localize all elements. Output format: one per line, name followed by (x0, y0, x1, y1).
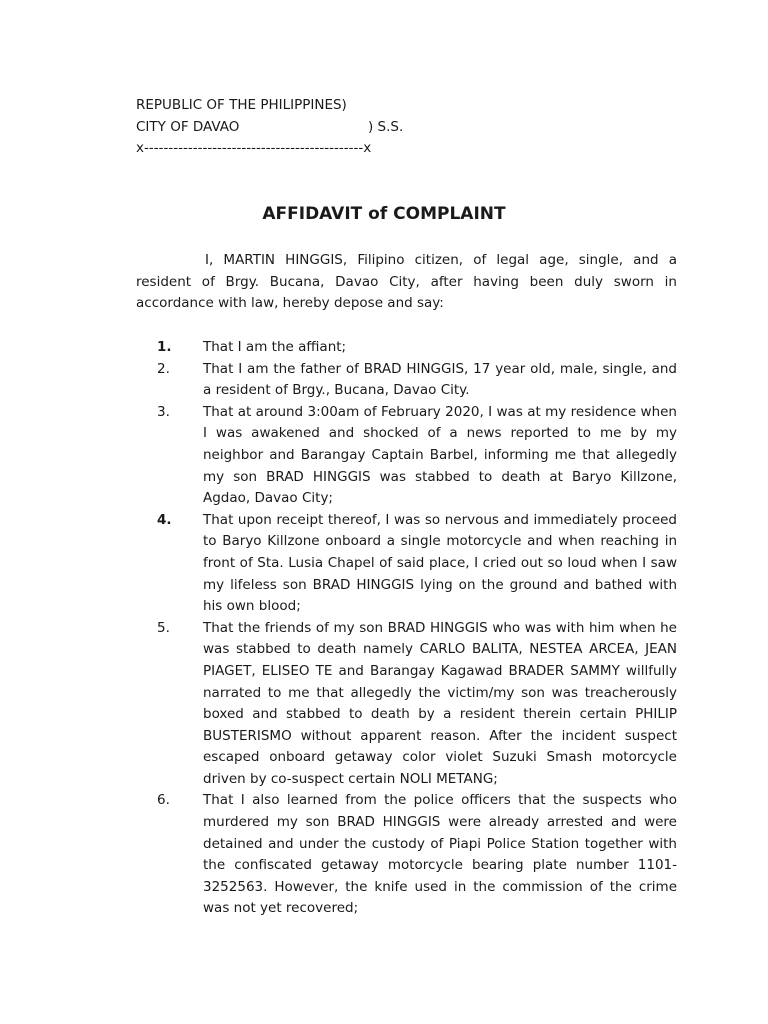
statement-text: That I also learned from the police officers that the suspects who murdered my son BRAD HINGGIS were already arrested and were detained and under the custody of Piapi Police Station together with the confiscated getaway motorcycle bearing plate number 1101-3252563. However, the knife used in the commission of the crime was not yet recovered; (203, 792, 677, 917)
statement-item (136, 790, 677, 920)
caption-city: CITY OF DAVAO (136, 118, 240, 135)
statement-number: 6. (157, 792, 170, 809)
statement-item (136, 618, 677, 791)
caption-divider: x---------------------------------------------x (136, 140, 372, 156)
document-title: AFFIDAVIT of COMPLAINT (262, 204, 506, 224)
caption-ss: ) S.S. (368, 118, 404, 135)
statement-item (136, 337, 677, 359)
statement-text: That I am the affiant; (203, 339, 347, 355)
statement-item (136, 402, 677, 510)
statement-text: That upon receipt thereof, I was so nervous and immediately proceed to Baryo Killzone onboard a single motorcycle and when reaching in front of Sta. Lusia Chapel of said place, I cried out so loud when I saw my lifeless son BRAD HINGGIS lying on the ground and bathed with his own blood; (203, 511, 677, 615)
statement-number: 4. (157, 511, 172, 528)
statement-item (136, 510, 677, 618)
statement-text: That I am the father of BRAD HINGGIS, 17 year old, male, single, and a resident of Brgy., Bucana, Davao City. (203, 360, 677, 399)
statement-text: That at around 3:00am of February 2020, I was at my residence when I was awakened and shocked of a news reported to me by my neighbor and Barangay Captain Barbel, informing me that allegedly my son BRAD HINGGIS was stabbed to death at Baryo Killzone, Agdao, Davao City; (203, 403, 677, 507)
statement-item (136, 359, 677, 402)
caption-city-line (136, 117, 403, 139)
numbered-statements (136, 337, 677, 920)
statement-number: 3. (157, 403, 170, 420)
caption-republic-line: REPUBLIC OF THE PHILIPPINES) (136, 97, 347, 113)
statement-text: That the friends of my son BRAD HINGGIS who was with him when he was stabbed to death namely CARLO BALITA, NESTEA ARCEA, JEAN PIAGET, ELISEO TE and Barangay Kagawad BRADER SAMMY willfully narrated to me that allegedly the victim/my son was treacherously boxed and stabbed to death by a resident therein certain PHILIP BUSTERISMO without apparent reason. After the incident suspect escaped onboard getaway color violet Suzuki Smash motorcycle driven by co-suspect certain NOLI METANG; (203, 619, 677, 787)
intro-paragraph: I, MARTIN HINGGIS, Filipino citizen, of legal age, single, and a resident of Brgy. Bucana, Davao City, after having been duly sworn in accordance with law, hereby depose and say: (136, 252, 677, 312)
venue-caption (136, 95, 403, 160)
statement-number: 5. (157, 619, 170, 636)
statement-number: 1. (157, 339, 172, 355)
statement-number: 2. (157, 360, 170, 377)
